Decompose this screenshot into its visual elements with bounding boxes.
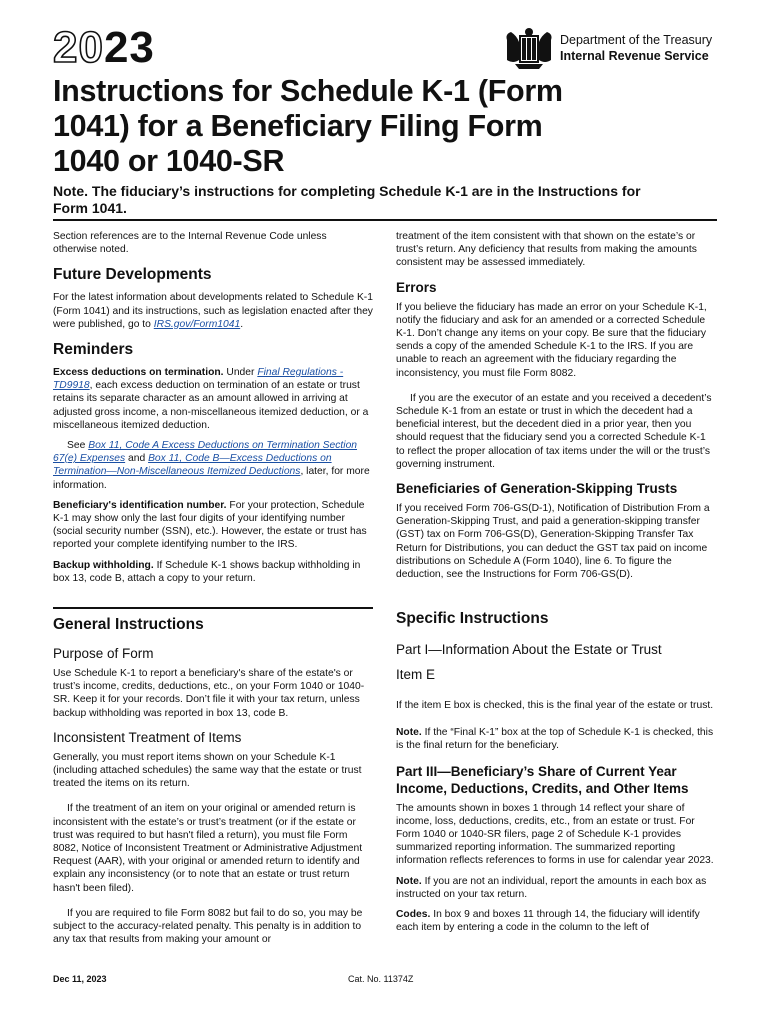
- form-year: [53, 23, 155, 72]
- irs-line: Internal Revenue Service: [560, 49, 709, 63]
- left-column-top: [53, 230, 373, 592]
- reminders-heading: Reminders: [53, 341, 134, 359]
- codes-text: Codes. In box 9 and boxes 11 through 14, the fiduciary will identify each item by entering a code in the column to the left of: [396, 909, 700, 934]
- future-developments-heading: Future Developments: [53, 266, 212, 284]
- inconsistent-text-2: If the treatment of an item on your original or amended return is inconsistent with the estate’s or trust’s treatment (or if the estate or trust was required to but hasn't filed a return), you must file Form 8082, Notice of Inconsistent Treatment or Administrative Adjustment Request (AAR), with your original or amended return to identify and explain any inconsistency (or to note that an estate or trust return hasn't been filed).: [53, 803, 363, 894]
- right-column-top: [396, 230, 716, 588]
- errors-text-1: If you believe the fiduciary has made an error on your Schedule K-1, notify the fiduciary and ask for an amended or a corrected Schedule K-1. Don’t change any items on your copy. Be sure that the fiduciary sends a copy of the amended Schedule K-1 to the IRS. If you are unable to reach an agreement with the fiduciary regarding the inconsistency, you must file Form 8082.: [396, 301, 707, 379]
- inconsistent-text-3: If you are required to file Form 8082 but fail to do so, you may be subject to the accuracy-related penalty. This penalty is in addition to any tax that results from making your amount or: [53, 907, 363, 946]
- footer-date: Dec 11, 2023: [53, 974, 107, 984]
- backup-withholding-text: Backup withholding. If Schedule K-1 shows backup withholding in box 13, code B, attach a copy to your return.: [53, 559, 361, 584]
- inconsistent-heading: Inconsistent Treatment of Items: [53, 729, 242, 745]
- general-instructions-heading: General Instructions: [53, 616, 204, 633]
- purpose-text: Use Schedule K-1 to report a beneficiary's share of the estate's or trust’s income, credits, deductions, etc., on your Form 1040 or 1040-SR. Keep it for your records. Don’t file it with your tax return, unless backup withholding was reported in box 13, code B.: [53, 668, 365, 719]
- gst-text: If you received Form 706-GS(D-1), Notification of Distribution From a Generation-Skipping Trust, and paid a generation-skipping transfer (GST) tax on Form 706-GS(D), Generation-Skipping Transfer Tax Return for Distributions, you can deduct the GST tax paid on income distributions on Schedule A (Form 1040), line 6. To figure the deduction, see the Instructions for Form 706-GS(D).: [396, 503, 710, 581]
- agency-name: [560, 32, 712, 64]
- header-divider: [53, 219, 717, 221]
- box11-code-a-link[interactable]: Box 11, Code A Excess Deductions on Termination Section 67(e) Expenses: [53, 440, 358, 465]
- inconsistent-text-1: Generally, you must report items shown on your Schedule K-1 (including attached schedules) the same way that the estate or trust treated the items on its return.: [53, 751, 362, 790]
- part3-heading: Part III—Beneficiary’s Share of Current Year Income, Deductions, Credits, and Other Items: [396, 763, 689, 796]
- year-outline: 20: [53, 23, 104, 72]
- errors-text-2: If you are the executor of an estate and you received a decedent’s Schedule K-1 from an estate or trust in which the decedent had a beneficial interest, but the decedent died in a prior year, then you should request that the fiduciary send you a corrected Schedule K-1 to reflect the proper allocation of tax items under the will or the trust’s governing instrument.: [396, 392, 712, 470]
- section-divider: [53, 607, 373, 609]
- item-e-heading: Item E: [396, 667, 436, 682]
- dept-line: Department of the Treasury: [560, 33, 713, 47]
- future-developments-text: For the latest information about developments related to Schedule K-1 (Form 1041) and its instructions, such as legislation enacted after they were published, go to IRS.gov/Form1041.: [53, 292, 373, 330]
- gst-heading: Beneficiaries of Generation-Skipping Trusts: [396, 481, 678, 497]
- footer-catalog-number: Cat. No. 11374Z: [348, 974, 414, 984]
- irs-form1041-link[interactable]: IRS.gov/Form1041: [153, 318, 241, 330]
- right-column-bottom: [396, 610, 716, 941]
- part3-text: The amounts shown in boxes 1 through 14 reflect your share of income, loss, deductions, credits, etc., from an estate or trust. For Form 1040 or 1040-SR filers, page 2 of Schedule K-1 provides summarized reporting information. The summarized reporting information reflects references to forms in use for calendar year 2023.: [396, 802, 714, 867]
- non-individual-note: Note. If you are not an individual, report the amounts in each box as instructed on your tax return.: [396, 875, 707, 900]
- intro-text: Section references are to the Internal Revenue Code unless otherwise noted.: [53, 231, 327, 256]
- purpose-heading: Purpose of Form: [53, 646, 154, 661]
- errors-heading: Errors: [396, 279, 437, 295]
- excess-deductions-text: Excess deductions on termination. Under Final Regulations - TD9918, each excess deduction on termination of an estate or trust retains its separate character as an amount allowed in arriving at adjusted gross income, a non-miscellaneous itemized deduction, or a miscellaneous itemized deduction.: [53, 367, 369, 431]
- final-k1-note: Note. If the “Final K-1” box at the top of Schedule K-1 is checked, this is the final return for the beneficiary.: [396, 727, 714, 752]
- box11-code-b-link[interactable]: Box 11, Code B—Excess Deductions on Termination—Non-Miscellaneous Itemized Deductions: [53, 453, 332, 478]
- see-box11-text: See Box 11, Code A Excess Deductions on Termination Section 67(e) Expenses and Box 11, Code B—Excess Deductions on Termination—Non-Miscellaneous Itemized Deductions, later, for more information.: [53, 440, 370, 491]
- part1-heading: Part I—Information About the Estate or Trust: [396, 642, 662, 657]
- left-column-bottom: [53, 616, 373, 953]
- item-e-text: If the item E box is checked, this is the final year of the estate or trust.: [396, 700, 714, 711]
- final-regulations-link[interactable]: Final Regulations - TD9918: [53, 367, 344, 392]
- year-bold: 23: [103, 23, 155, 72]
- specific-instructions-heading: Specific Instructions: [396, 610, 549, 627]
- continued-text: treatment of the item consistent with that shown on the estate’s or trust’s return. Any deficiency that results from making the amounts consistent may be assessed immediately.: [396, 231, 697, 269]
- beneficiary-id-text: Beneficiary's identification number. For your protection, Schedule K-1 may show only the last four digits of your identifying number (social security number (SSN), etc.). However, the estate or trust has reported your complete identifying number to the IRS.: [53, 499, 367, 551]
- page-title: Instructions for Schedule K-1 (Form 1041) for a Beneficiary Filing Form 1040 or 1040-SR: [53, 74, 563, 178]
- fiduciary-note: Note. The fiduciary’s instructions for completing Schedule K-1 are in the Instructions for Form 1041.: [53, 183, 641, 216]
- irs-eagle-icon: [503, 26, 555, 70]
